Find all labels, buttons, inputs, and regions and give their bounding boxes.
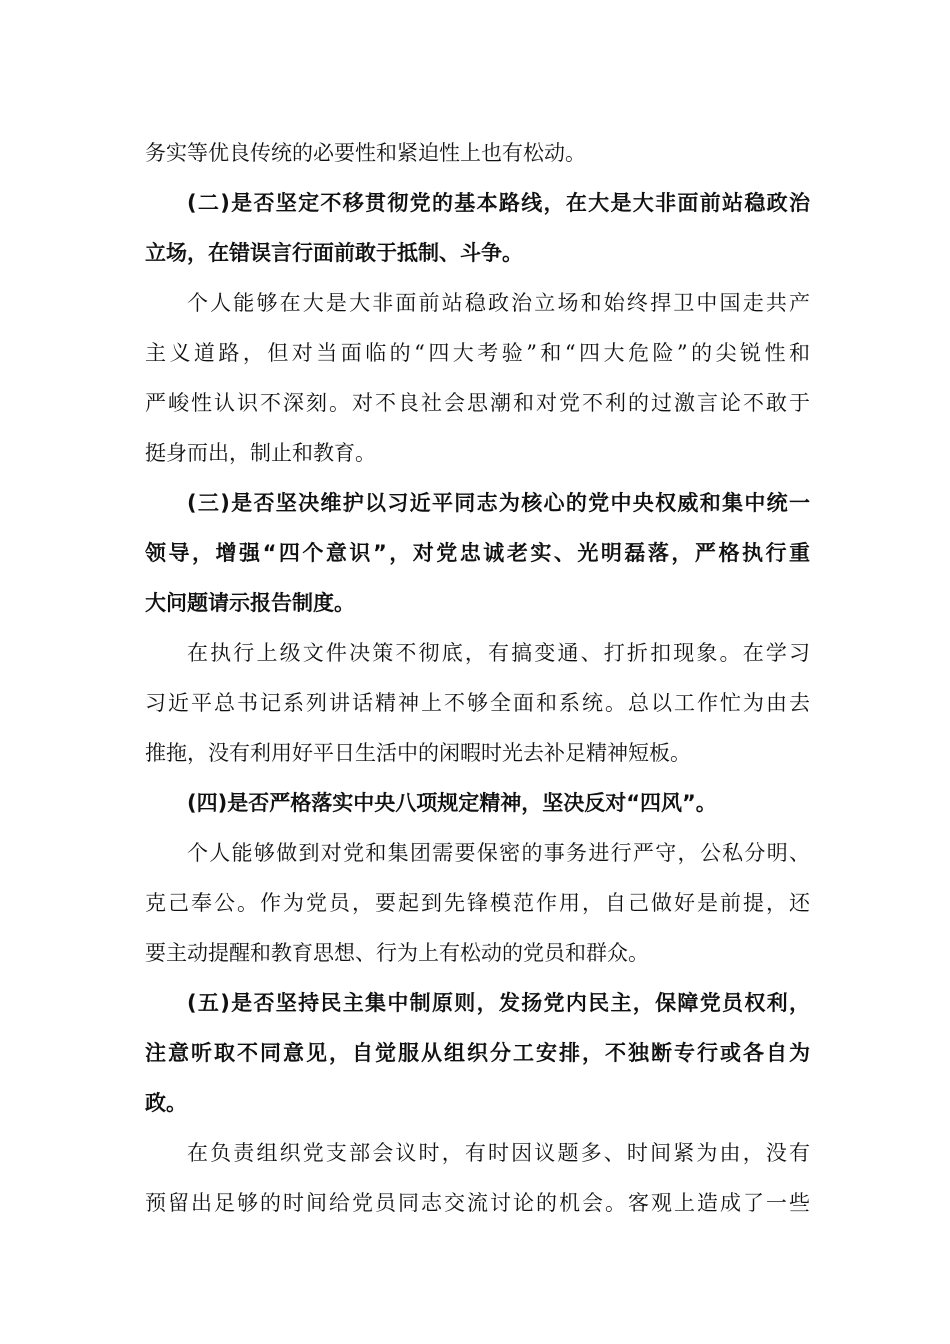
paragraph-3-line-2: 习近平总书记系列讲话精神上不够全面和系统。总以工作忙为由去 [145, 691, 810, 715]
paragraph-2-line-1: 个人能够在大是大非面前站稳政治立场和始终捍卫中国走共产 [187, 291, 810, 315]
paragraph-3-line-1: 在执行上级文件决策不彻底，有搞变通、打折扣现象。在学习 [187, 641, 810, 665]
section-heading-3-line-2: 领导，增强“四个意识”，对党忠诚老实、光明磊落，严格执行重 [145, 541, 810, 565]
paragraph-5-line-2: 预留出足够的时间给党员同志交流讨论的机会。客观上造成了一些 [145, 1191, 810, 1215]
section-heading-2-line-2: 立场，在错误言行面前敢于抵制、斗争。 [145, 241, 523, 265]
section-heading-5-line-2: 注意听取不同意见，自觉服从组织分工安排，不独断专行或各自为 [145, 1041, 810, 1065]
line-1: 务实等优良传统的必要性和紧迫性上也有松动。 [145, 141, 586, 165]
paragraph-4-line-1: 个人能够做到对党和集团需要保密的事务进行严守，公私分明、 [187, 841, 810, 865]
section-heading-5-line-3: 政。 [145, 1091, 187, 1115]
paragraph-2-line-4: 挺身而出，制止和教育。 [145, 441, 376, 465]
paragraph-2-line-2: 主义道路，但对当面临的“四大考验”和“四大危险”的尖锐性和 [145, 341, 810, 365]
section-heading-2-line-1: (二)是否坚定不移贯彻党的基本路线，在大是大非面前站稳政治 [187, 191, 810, 215]
paragraph-3-line-3: 推拖，没有利用好平日生活中的闲暇时光去补足精神短板。 [145, 741, 691, 765]
document-body [145, 128, 810, 1228]
paragraph-4-line-3: 要主动提醒和教育思想、行为上有松动的党员和群众。 [145, 941, 649, 965]
paragraph-2-line-3: 严峻性认识不深刻。对不良社会思潮和对党不利的过激言论不敢于 [145, 391, 810, 415]
section-heading-5-line-1: (五)是否坚持民主集中制原则，发扬党内民主，保障党员权利， [187, 991, 810, 1015]
section-heading-3-line-3: 大问题请示报告制度。 [145, 591, 355, 615]
paragraph-5-line-1: 在负责组织党支部会议时，有时因议题多、时间紧为由，没有 [187, 1141, 810, 1165]
section-heading-4: (四)是否严格落实中央八项规定精神，坚决反对“四风”。 [187, 791, 717, 815]
section-heading-3-line-1: (三)是否坚决维护以习近平同志为核心的党中央权威和集中统一 [187, 491, 810, 515]
paragraph-4-line-2: 克己奉公。作为党员，要起到先锋模范作用，自己做好是前提，还 [145, 891, 810, 915]
